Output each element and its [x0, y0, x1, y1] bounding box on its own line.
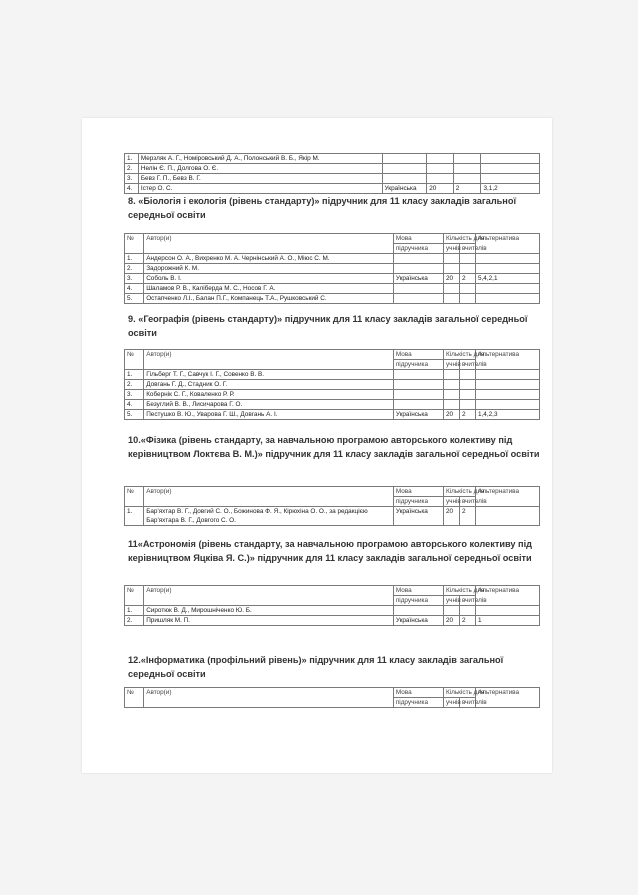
- header-language-textbook: підручника: [393, 596, 443, 606]
- row-students: [427, 154, 454, 164]
- row-teachers: [459, 370, 475, 380]
- row-alternative: [481, 154, 540, 164]
- row-number: 1.: [125, 606, 144, 616]
- row-language: [393, 606, 443, 616]
- row-author: Безуглий В. В., Лисичарова Г. О.: [144, 400, 394, 410]
- row-author: Пришляк М. П.: [144, 616, 394, 626]
- row-number: 2.: [125, 164, 139, 174]
- table-row: [125, 507, 540, 526]
- table-row: [125, 174, 540, 184]
- row-number: 2.: [125, 264, 144, 274]
- header-students: учнів: [443, 698, 459, 708]
- table-header-row: [125, 688, 540, 698]
- row-teachers: 2: [459, 410, 475, 420]
- section-title-8: 8. «Біологія і екологія (рівень стандарту)» підручник для 11 класу закладів загальної середньої освіти: [128, 196, 517, 220]
- table-row: [125, 370, 540, 380]
- header-students: учнів: [443, 244, 459, 254]
- row-number: 3.: [125, 390, 144, 400]
- table-header-row: [125, 350, 540, 360]
- header-number: №: [125, 586, 144, 606]
- row-author: Соболь В. І.: [144, 274, 394, 284]
- row-alternative: [475, 264, 539, 274]
- row-alternative: [475, 606, 539, 616]
- header-author: Автор(и): [144, 350, 394, 370]
- row-language: Українська: [393, 507, 443, 526]
- row-students: [443, 254, 459, 264]
- row-number: 1.: [125, 254, 144, 264]
- header-teachers: вчителів: [459, 244, 475, 254]
- table-header-row: [125, 487, 540, 497]
- row-language: [393, 254, 443, 264]
- header-language: Мова: [393, 350, 443, 360]
- row-number: 3.: [125, 174, 139, 184]
- row-author: Кобернік С. Г., Коваленко Р. Р.: [144, 390, 394, 400]
- row-language: Українська: [393, 616, 443, 626]
- header-count: Кількість для: [443, 487, 475, 497]
- row-number: 4.: [125, 184, 139, 194]
- row-language: [393, 264, 443, 274]
- header-language: Мова: [393, 234, 443, 244]
- row-language: [382, 174, 427, 184]
- table-section-8: [124, 233, 540, 304]
- row-number: 1.: [125, 370, 144, 380]
- row-alternative: 3,1,2: [481, 184, 540, 194]
- row-alternative: [475, 254, 539, 264]
- header-count: Кількість для: [443, 234, 475, 244]
- table-row: [125, 274, 540, 284]
- header-alternative: Альтернатива: [475, 487, 539, 507]
- header-language-textbook: підручника: [393, 698, 443, 708]
- table-row: [125, 410, 540, 420]
- row-number: 1.: [125, 154, 139, 164]
- table-row: [125, 254, 540, 264]
- row-students: 20: [427, 184, 454, 194]
- row-author: Андерсон О. А., Вихренко М. А. Чернінський А. О., Міюс С. М.: [144, 254, 394, 264]
- table-section-11: [124, 585, 540, 626]
- row-number: 1.: [125, 507, 144, 526]
- table-row: [125, 164, 540, 174]
- section-title-12: 12.«Інформатика (профільний рівень)» підручник для 11 класу закладів загальної середньої освіти: [128, 655, 504, 679]
- row-students: [427, 164, 454, 174]
- row-teachers: [453, 154, 481, 164]
- table-row: [125, 380, 540, 390]
- section-title-11: 11«Астрономія (рівень стандарту, за навчальною програмою авторського колективу під керівництвом Яцківа Я. С.)» підручник для 11 класу закладів загальної середньої освіти: [128, 539, 532, 563]
- row-teachers: 2: [453, 184, 481, 194]
- row-students: [443, 606, 459, 616]
- header-students: учнів: [443, 360, 459, 370]
- table-header-row: [125, 234, 540, 244]
- row-alternative: [475, 507, 539, 526]
- header-number: №: [125, 487, 144, 507]
- row-number: 2.: [125, 616, 144, 626]
- header-teachers: вчителів: [459, 596, 475, 606]
- row-students: [443, 390, 459, 400]
- header-language: Мова: [393, 688, 443, 698]
- row-author: Бар'яхтар В. Г., Довгий С. О., Божинова Ф. Я., Кірюхіна О. О., за редакцією Бар'яхтара В. Г., Довгого С. О.: [144, 507, 394, 526]
- table-row: [125, 284, 540, 294]
- row-students: [443, 264, 459, 274]
- header-students: учнів: [443, 497, 459, 507]
- row-author: Шаламов Р. В., Каліберда М. С., Носов Г. А.: [144, 284, 394, 294]
- header-teachers: вчителів: [459, 360, 475, 370]
- row-language: Українська: [382, 184, 427, 194]
- row-language: [382, 164, 427, 174]
- row-teachers: 2: [459, 616, 475, 626]
- header-teachers: вчителів: [459, 698, 475, 708]
- header-author: Автор(и): [144, 688, 394, 708]
- table-header-row: [125, 586, 540, 596]
- header-author: Автор(и): [144, 487, 394, 507]
- row-author: Задорожний К. М.: [144, 264, 394, 274]
- table-row: [125, 294, 540, 304]
- row-author: Остапченко Л.І., Балан П.Г., Компанець Т.А., Рушковський С.: [144, 294, 394, 304]
- row-number: 2.: [125, 380, 144, 390]
- table-section-12: [124, 687, 540, 708]
- table-row: [125, 264, 540, 274]
- row-teachers: [459, 390, 475, 400]
- row-author: Гільберг Т. Г., Савчук І. Г., Совенко В. В.: [144, 370, 394, 380]
- header-alternative: Альтернатива: [475, 688, 539, 708]
- row-teachers: 2: [459, 507, 475, 526]
- header-language-textbook: підручника: [393, 497, 443, 507]
- row-alternative: [475, 370, 539, 380]
- row-alternative: [475, 390, 539, 400]
- header-language-textbook: підручника: [393, 360, 443, 370]
- header-author: Автор(и): [144, 234, 394, 254]
- row-students: 20: [443, 507, 459, 526]
- row-language: [393, 370, 443, 380]
- row-teachers: [459, 294, 475, 304]
- row-language: [393, 284, 443, 294]
- row-number: 3.: [125, 274, 144, 284]
- row-students: [443, 380, 459, 390]
- row-author: Пестушко В. Ю., Уварова Г. Ш., Довгань А. І.: [144, 410, 394, 420]
- row-alternative: 5,4,2,1: [475, 274, 539, 284]
- row-alternative: [475, 400, 539, 410]
- table-row: [125, 154, 540, 164]
- table-section-10: [124, 486, 540, 526]
- row-teachers: 2: [459, 274, 475, 284]
- row-language: Українська: [393, 274, 443, 284]
- header-number: №: [125, 350, 144, 370]
- row-author: Довгань Г. Д., Стадник О. Г.: [144, 380, 394, 390]
- row-author: Бевз Г. П., Бевз В. Г.: [138, 174, 382, 184]
- header-alternative: Альтернатива: [475, 586, 539, 606]
- row-author: Мерзляк А. Г., Номіровський Д. А., Полонський В. Б., Якір М.: [138, 154, 382, 164]
- row-number: 5.: [125, 410, 144, 420]
- row-language: [382, 154, 427, 164]
- row-number: 4.: [125, 284, 144, 294]
- header-number: №: [125, 234, 144, 254]
- row-alternative: [481, 164, 540, 174]
- row-number: 4.: [125, 400, 144, 410]
- header-students: учнів: [443, 596, 459, 606]
- section-title-9: 9. «Географія (рівень стандарту)» підручник для 11 класу закладів загальної середньої освіти: [128, 314, 528, 338]
- row-number: 5.: [125, 294, 144, 304]
- table-top: [124, 153, 540, 194]
- row-teachers: [459, 284, 475, 294]
- row-students: [443, 400, 459, 410]
- table-row: [125, 184, 540, 194]
- row-students: 20: [443, 274, 459, 284]
- row-teachers: [453, 164, 481, 174]
- table-row: [125, 606, 540, 616]
- row-author: Сиротюк В. Д., Мирошніченко Ю. Б.: [144, 606, 394, 616]
- row-language: [393, 294, 443, 304]
- row-teachers: [459, 380, 475, 390]
- header-author: Автор(и): [144, 586, 394, 606]
- header-alternative: Альтернатива: [475, 234, 539, 254]
- table-row: [125, 390, 540, 400]
- table-section-9: [124, 349, 540, 420]
- header-language: Мова: [393, 586, 443, 596]
- row-students: [427, 174, 454, 184]
- header-alternative: Альтернатива: [475, 350, 539, 370]
- row-language: [393, 400, 443, 410]
- row-alternative: [481, 174, 540, 184]
- row-students: [443, 294, 459, 304]
- row-alternative: [475, 294, 539, 304]
- row-author: Істер О. С.: [138, 184, 382, 194]
- row-teachers: [459, 264, 475, 274]
- header-number: №: [125, 688, 144, 708]
- table-row: [125, 616, 540, 626]
- header-count: Кількість для: [443, 350, 475, 360]
- row-author: Нелін Є. П., Долгова О. Є.: [138, 164, 382, 174]
- row-alternative: [475, 380, 539, 390]
- row-alternative: 1: [475, 616, 539, 626]
- header-language: Мова: [393, 487, 443, 497]
- row-teachers: [453, 174, 481, 184]
- header-count: Кількість для: [443, 688, 475, 698]
- row-teachers: [459, 254, 475, 264]
- row-teachers: [459, 606, 475, 616]
- table-row: [125, 400, 540, 410]
- row-teachers: [459, 400, 475, 410]
- row-language: Українська: [393, 410, 443, 420]
- row-students: 20: [443, 410, 459, 420]
- row-language: [393, 380, 443, 390]
- row-alternative: [475, 284, 539, 294]
- row-alternative: 1,4,2,3: [475, 410, 539, 420]
- row-language: [393, 390, 443, 400]
- row-students: [443, 370, 459, 380]
- header-count: Кількість для: [443, 586, 475, 596]
- section-title-10: 10.«Фізика (рівень стандарту, за навчальною програмою авторського колективу під керівництвом Локтєва В. М.)» підручник для 11 класу закладів загальної середньої освіти: [128, 435, 540, 459]
- header-language-textbook: підручника: [393, 244, 443, 254]
- header-teachers: вчителів: [459, 497, 475, 507]
- row-students: [443, 284, 459, 294]
- row-students: 20: [443, 616, 459, 626]
